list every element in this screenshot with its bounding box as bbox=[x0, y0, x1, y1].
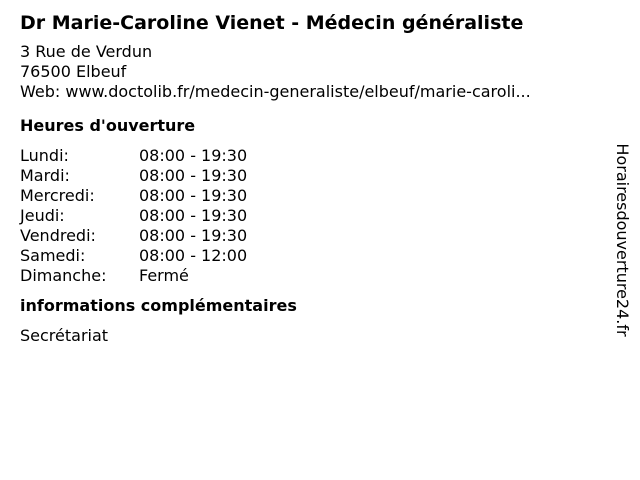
hours-day: Jeudi: bbox=[20, 206, 65, 225]
hours-heading: Heures d'ouverture bbox=[20, 116, 196, 135]
hours-time: 08:00 - 19:30 bbox=[139, 186, 248, 205]
hours-day: Lundi: bbox=[20, 146, 69, 165]
practice-title: Dr Marie-Caroline Vienet - Médecin généraliste bbox=[20, 12, 524, 34]
extra-info-text: Secrétariat bbox=[20, 326, 109, 345]
hours-day: Mardi: bbox=[20, 166, 70, 185]
hours-day: Mercredi: bbox=[20, 186, 95, 205]
hours-row-thursday bbox=[20, 206, 600, 226]
hours-time: 08:00 - 19:30 bbox=[139, 226, 248, 245]
hours-day: Dimanche: bbox=[20, 266, 107, 285]
hours-time: Fermé bbox=[139, 266, 189, 285]
hours-row-friday bbox=[20, 226, 600, 246]
hours-time: 08:00 - 19:30 bbox=[139, 206, 248, 225]
hours-time: 08:00 - 19:30 bbox=[139, 166, 248, 185]
website-link[interactable]: Web: www.doctolib.fr/medecin-generaliste/elbeuf/marie-caroli... bbox=[20, 82, 531, 101]
hours-row-sunday bbox=[20, 266, 600, 286]
hours-row-monday bbox=[20, 146, 600, 166]
hours-row-tuesday bbox=[20, 166, 600, 186]
hours-row-wednesday bbox=[20, 186, 600, 206]
hours-day: Vendredi: bbox=[20, 226, 96, 245]
hours-day: Samedi: bbox=[20, 246, 86, 265]
extra-info-heading: informations complémentaires bbox=[20, 296, 297, 315]
side-brand-watermark: Horairesdouverture24.fr bbox=[613, 143, 632, 337]
hours-row-saturday bbox=[20, 246, 600, 266]
hours-time: 08:00 - 12:00 bbox=[139, 246, 248, 265]
hours-time: 08:00 - 19:30 bbox=[139, 146, 248, 165]
hours-table bbox=[20, 146, 600, 286]
practice-card bbox=[20, 10, 600, 346]
address-street: 3 Rue de Verdun bbox=[20, 42, 153, 61]
address-block bbox=[20, 42, 600, 102]
address-city: 76500 Elbeuf bbox=[20, 62, 127, 81]
